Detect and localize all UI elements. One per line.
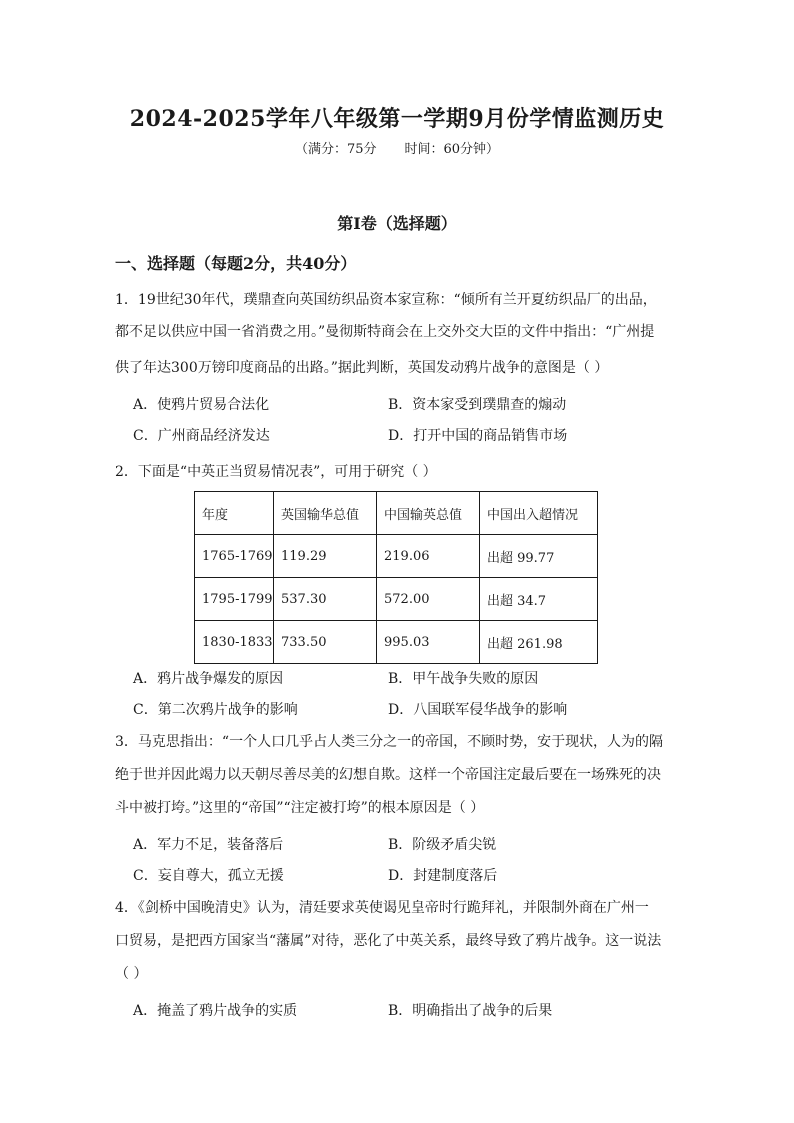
table-cell: 出超 261.98 — [480, 621, 598, 664]
question-3-option-c[interactable]: C．妄自尊大，孤立无援 — [133, 868, 284, 884]
table-header-cell: 中国出入超情况 — [480, 492, 598, 535]
question-3-line-3: 斗中被打垮。”这里的“帝国”“注定被打垮”的根本原因是（ ） — [115, 800, 485, 816]
question-3-line-1: 3．马克思指出：“一个人口几乎占人类三分之一的帝国，不顾时势，安于现状，人为的隔 — [115, 734, 664, 750]
question-4-option-b[interactable]: B．明确指出了战争的后果 — [388, 1003, 553, 1019]
question-2-stem: 2．下面是“中英正当贸易情况表”，可用于研究（ ） — [115, 464, 437, 480]
section-heading: 一、选择题（每题2分，共40分） — [115, 254, 357, 273]
exam-subtitle — [0, 138, 794, 157]
table-cell: 733.50 — [274, 621, 377, 664]
question-1-line-1: 1．19世纪30年代，璞鼎查向英国纺织品资本家宣称：“倾所有兰开夏纺织品厂的出品， — [115, 292, 657, 308]
question-2-option-d[interactable]: D．八国联军侵华战争的影响 — [388, 702, 568, 718]
question-1-option-d[interactable]: D．打开中国的商品销售市场 — [388, 428, 568, 444]
question-3-option-d[interactable]: D．封建制度落后 — [388, 868, 498, 884]
question-1-option-b[interactable]: B．资本家受到璞鼎查的煽动 — [388, 397, 567, 413]
table-cell: 1830-1833 — [195, 621, 274, 664]
table-row — [195, 621, 598, 664]
table-header-cell: 英国输华总值 — [274, 492, 377, 535]
table-row — [195, 535, 598, 578]
table-cell: 1765-1769 — [195, 535, 274, 578]
table-cell: 537.30 — [274, 578, 377, 621]
question-1-option-c[interactable]: C．广州商品经济发达 — [133, 428, 270, 444]
table-cell: 1795-1799 — [195, 578, 274, 621]
question-3-option-a[interactable]: A．军力不足，装备落后 — [133, 837, 284, 853]
table-cell: 995.03 — [377, 621, 480, 664]
question-2-option-a[interactable]: A．鸦片战争爆发的原因 — [133, 671, 284, 687]
question-3-option-b[interactable]: B．阶级矛盾尖锐 — [388, 837, 497, 853]
question-4-line-3: （ ） — [115, 966, 148, 982]
question-2-option-c[interactable]: C．第二次鸦片战争的影响 — [133, 702, 298, 718]
question-1-line-2: 都不足以供应中国一省消费之用。”曼彻斯特商会在上交外交大臣的文件中指出：“广州提 — [115, 324, 655, 340]
question-3-line-2: 绝于世并因此竭力以天朝尽善尽美的幻想自欺。这样一个帝国注定最后要在一场殊死的决 — [115, 767, 661, 783]
exam-title: 2024-2025学年八年级第一学期9月份学情监测历史 — [129, 106, 665, 132]
table-row — [195, 578, 598, 621]
table-header-cell: 年度 — [195, 492, 274, 535]
question-4-line-1: 4．《剑桥中国晚清史》认为，清廷要求英使谒见皇帝时行跪拜礼，并限制外商在广州一 — [115, 900, 649, 916]
time-limit: 时间：60分钟） — [404, 142, 500, 157]
table-cell: 572.00 — [377, 578, 480, 621]
table-header-row — [195, 492, 598, 535]
question-1-option-a[interactable]: A．使鸦片贸易合法化 — [133, 397, 270, 413]
table-cell: 出超 99.77 — [480, 535, 598, 578]
question-1-line-3: 供了年达300万镑印度商品的出路。”据此判断，英国发动鸦片战争的意图是（ ） — [115, 360, 609, 376]
question-2-option-b[interactable]: B．甲午战争失败的原因 — [388, 671, 539, 687]
volume-heading: 第Ⅰ卷（选择题） — [337, 214, 457, 233]
table-cell: 出超 34.7 — [480, 578, 598, 621]
table-header-cell: 中国输英总值 — [377, 492, 480, 535]
table-cell: 119.29 — [274, 535, 377, 578]
question-4-line-2: 口贸易，是把西方国家当“藩属”对待，恶化了中英关系，最终导致了鸦片战争。这一说法 — [115, 933, 662, 949]
trade-table — [194, 491, 598, 664]
full-score: （满分：75分 — [294, 142, 377, 157]
question-4-option-a[interactable]: A．掩盖了鸦片战争的实质 — [133, 1003, 298, 1019]
table-cell: 219.06 — [377, 535, 480, 578]
